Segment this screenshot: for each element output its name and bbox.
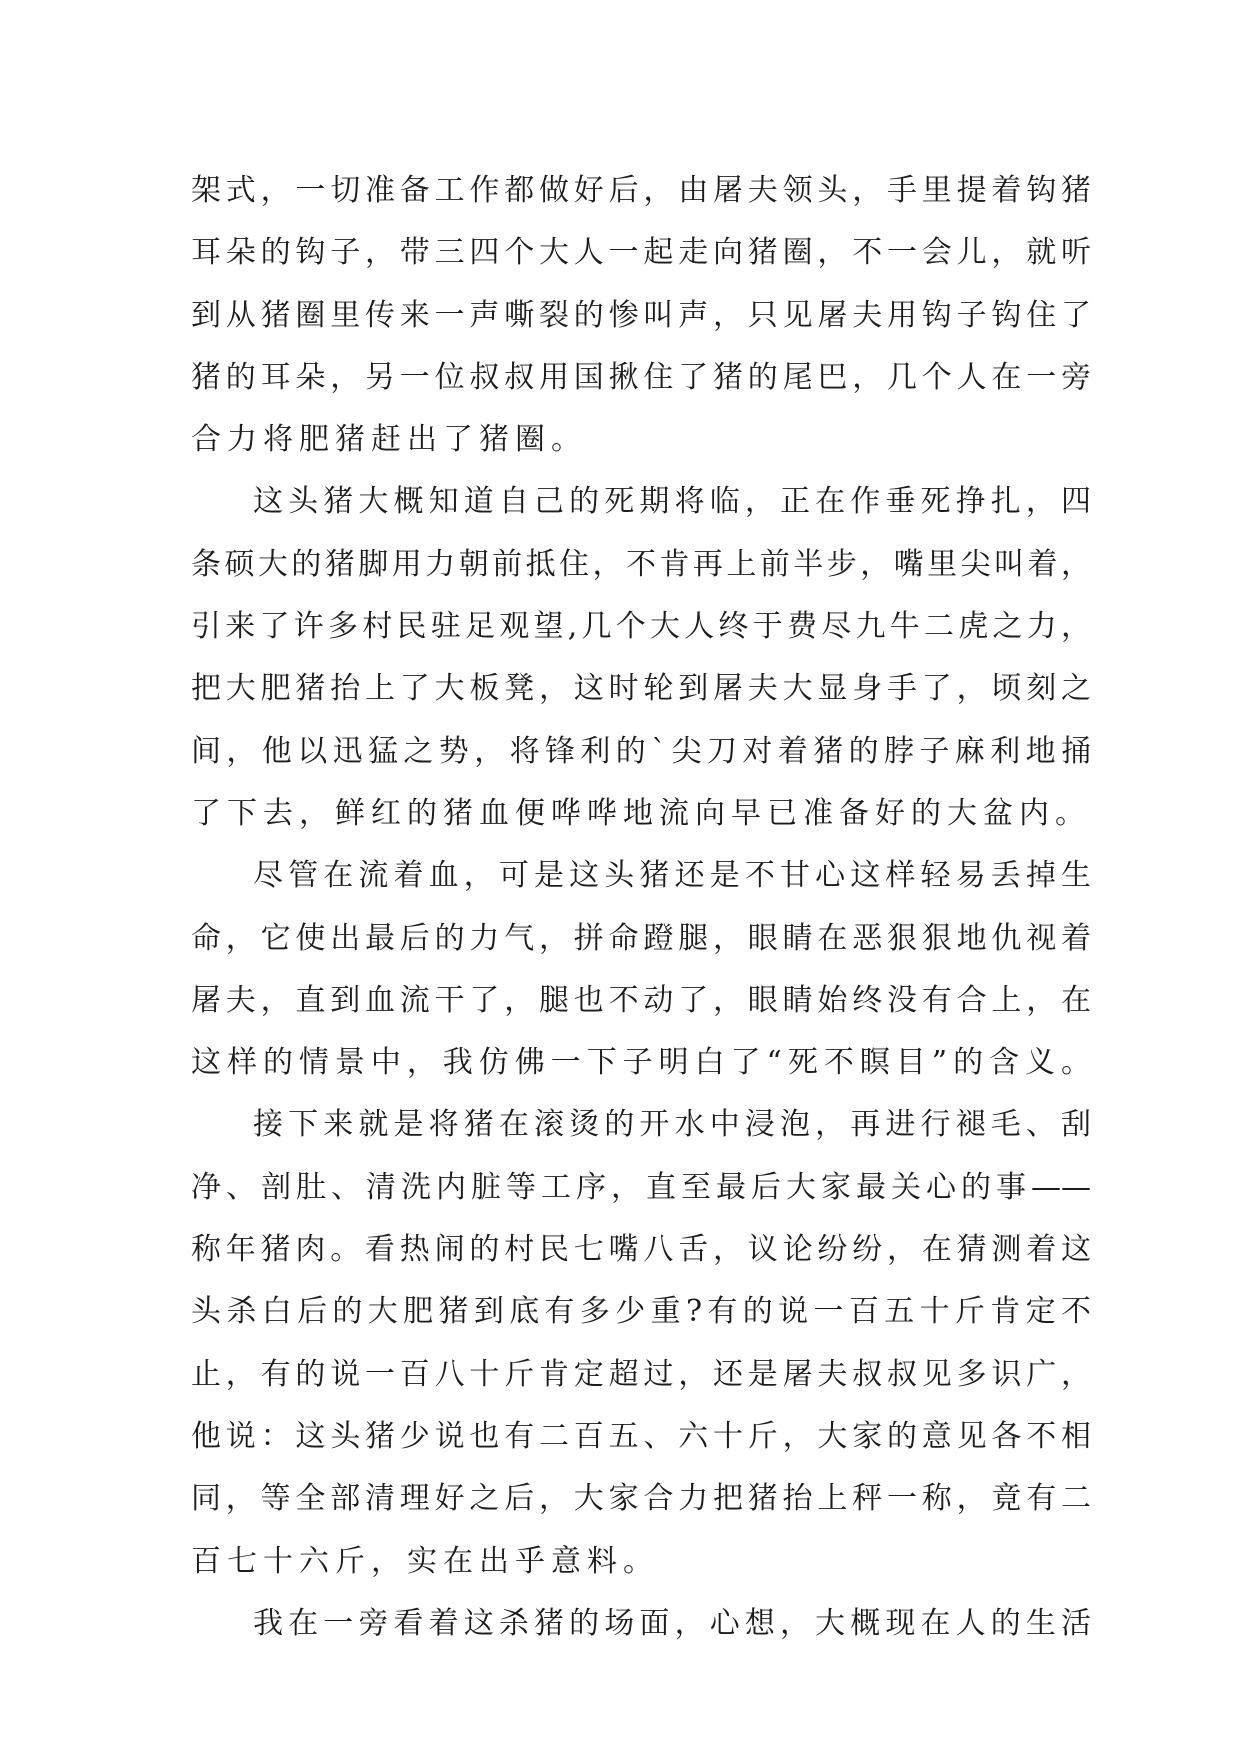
- text-line: 把大肥猪抬上了大板凳，这时轮到屠夫大显身手了，顷刻之: [191, 671, 1091, 707]
- text-line: 百七十六斤，实在出乎意料。: [191, 1543, 659, 1579]
- text-line: 猪的耳朵，另一位叔叔用国揪住了猪的尾巴，几个人在一旁: [191, 359, 1091, 395]
- text-line: 合力将肥猪赶出了猪圈。: [191, 422, 587, 458]
- text-line: 了下去，鲜红的猪血便哗哗地流向早已准备好的大盆内。: [191, 795, 1091, 831]
- text-line: 净、剖肚、清洗内脏等工序，直至最后大家最关心的事——: [191, 1169, 1091, 1205]
- text-line: 这头猪大概知道自己的死期将临，正在作垂死挣扎，四: [253, 484, 1091, 520]
- text-line: 同，等全部清理好之后，大家合力把猪抬上秤一称，竟有二: [191, 1481, 1091, 1517]
- text-line: 止，有的说一百八十斤肯定超过，还是屠夫叔叔见多识广，: [191, 1356, 1091, 1392]
- text-line: 架式，一切准备工作都做好后，由屠夫领头，手里提着钩猪: [191, 173, 1091, 208]
- body-text: [191, 160, 1091, 1655]
- text-line: 尽管在流着血，可是这头猪还是不甘心这样轻易丢掉生: [253, 858, 1091, 894]
- text-line: 称年猪肉。看热闹的村民七嘴八舌，议论纷纷，在猜测着这: [191, 1232, 1091, 1268]
- text-line: 间，他以迅猛之势，将锋利的`尖刀对着猪的脖子麻利地捅: [191, 733, 1091, 769]
- text-line: 条硕大的猪脚用力朝前抵住，不肯再上前半步，嘴里尖叫着，: [191, 546, 1091, 582]
- text-line: 我在一旁看着这杀猪的场面，心想，大概现在人的生活: [253, 1605, 1091, 1641]
- text-line: 头杀白后的大肥猪到底有多少重?有的说一百五十斤肯定不: [191, 1294, 1091, 1330]
- text-line: 命，它使出最后的力气，拼命蹬腿，眼睛在恶狠狠地仇视着: [191, 920, 1091, 956]
- text-line: 耳朵的钩子，带三四个大人一起走向猪圈，不一会儿，就听: [191, 235, 1091, 271]
- text-line: 他说：这头猪少说也有二百五、六十斤，大家的意见各不相: [191, 1418, 1091, 1454]
- text-line: 这样的情景中，我仿佛一下子明白了“死不瞑目”的含义。: [191, 1045, 1091, 1081]
- text-line: 接下来就是将猪在滚烫的开水中浸泡，再进行褪毛、刮: [253, 1107, 1091, 1143]
- text-line: 到从猪圈里传来一声嘶裂的惨叫声，只见屠夫用钩子钩住了: [191, 297, 1091, 333]
- text-line: 引来了许多村民驻足观望,几个大人终于费尽九牛二虎之力，: [191, 609, 1091, 645]
- text-line: 屠夫，直到血流干了，腿也不动了，眼睛始终没有合上，在: [191, 982, 1091, 1018]
